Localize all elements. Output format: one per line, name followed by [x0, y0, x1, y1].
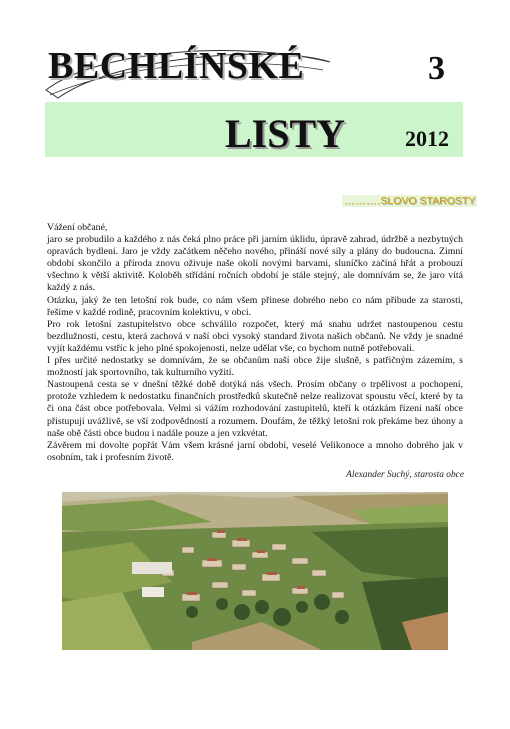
masthead — [0, 0, 510, 170]
article-paragraph: Závěrem mi dovolte popřát Vám všem krásné jarní období, veselé Velikonoce a mnoho dobrého jak v osobním, tak i profesním životě. — [47, 439, 463, 463]
title-line2: LISTY — [225, 111, 346, 156]
article-paragraph: Otázku, jaký že ten letošní rok bude, co nám všem přinese dobrého nebo co nám přibude za starosti, řešíme v každé rodině, pracovním kolektivu, v obci. — [47, 294, 463, 318]
issue-number: 3 — [428, 50, 445, 87]
section-heading — [342, 195, 477, 207]
aerial-village-photo — [62, 492, 448, 650]
section-heading-label: SLOVO STAROSTY — [380, 195, 476, 207]
section-heading-dots: ………. — [344, 195, 381, 207]
issue-year: 2012 — [405, 126, 449, 151]
signature: Alexander Suchý, starosta obce — [346, 470, 464, 480]
article-paragraph: I přes určité nedostatky se domnívám, že se občanům naší obce žije slušně, s patřičným zázemím, s možností jak sportovního, tak kulturního vyžití. — [47, 355, 463, 379]
title-line1: BECHLÍNSKÉ — [48, 45, 305, 87]
article-paragraph: Pro rok letošní zastupitelstvo obce schválilo rozpočet, který má snahu udržet nastoupenou cestu bezdlužnosti, cestu, která zachová v naší obci vysoký standard života našich občanů. Ne vždy je snadné vyjít každému vstříc k jeho plné spokojenosti, nelze udělat vše, co bychom nutně potřebovali. — [47, 318, 463, 354]
article-body — [47, 222, 463, 464]
article-paragraph: Nastoupená cesta se v dnešní těžké době dotýká nás všech. Prosím občany o trpělivost a pochopení, protože vzhledem k nedostatku finančních prostředků skutečně nelze realizovat spoustu věcí, které by ta či ona část obce potřebovala. Velmi si vážím rozhodování zastupitelů, kteří k otázkám řízení naší obce přistupují uvážlivě, se vší zodpovědností a rozumem. Doufám, že těžký letošní rok překáme bez úhony a naše obě části obce budou i nadále pouze a jen vzkvétat. — [47, 379, 463, 439]
article-paragraph: Vážení občané, — [47, 222, 108, 233]
article-paragraph: jaro se probudilo a každého z nás čeká plno práce při jarním úklidu, úpravě zahrad, údržbě a nezbytných opravách bydlení. Jaro je vždy začátkem něčeho nového, přináší nové síly a plány do budoucna. Zimní období skončilo a příroda znovu oživuje naše okolí novými barvami, sluníčko začíná hřát a probouzí všechno k větší aktivitě. Koloběh střídání ročních období je stále stejný, ale domnívám se, že jaro vítá každý z nás. — [47, 234, 463, 294]
